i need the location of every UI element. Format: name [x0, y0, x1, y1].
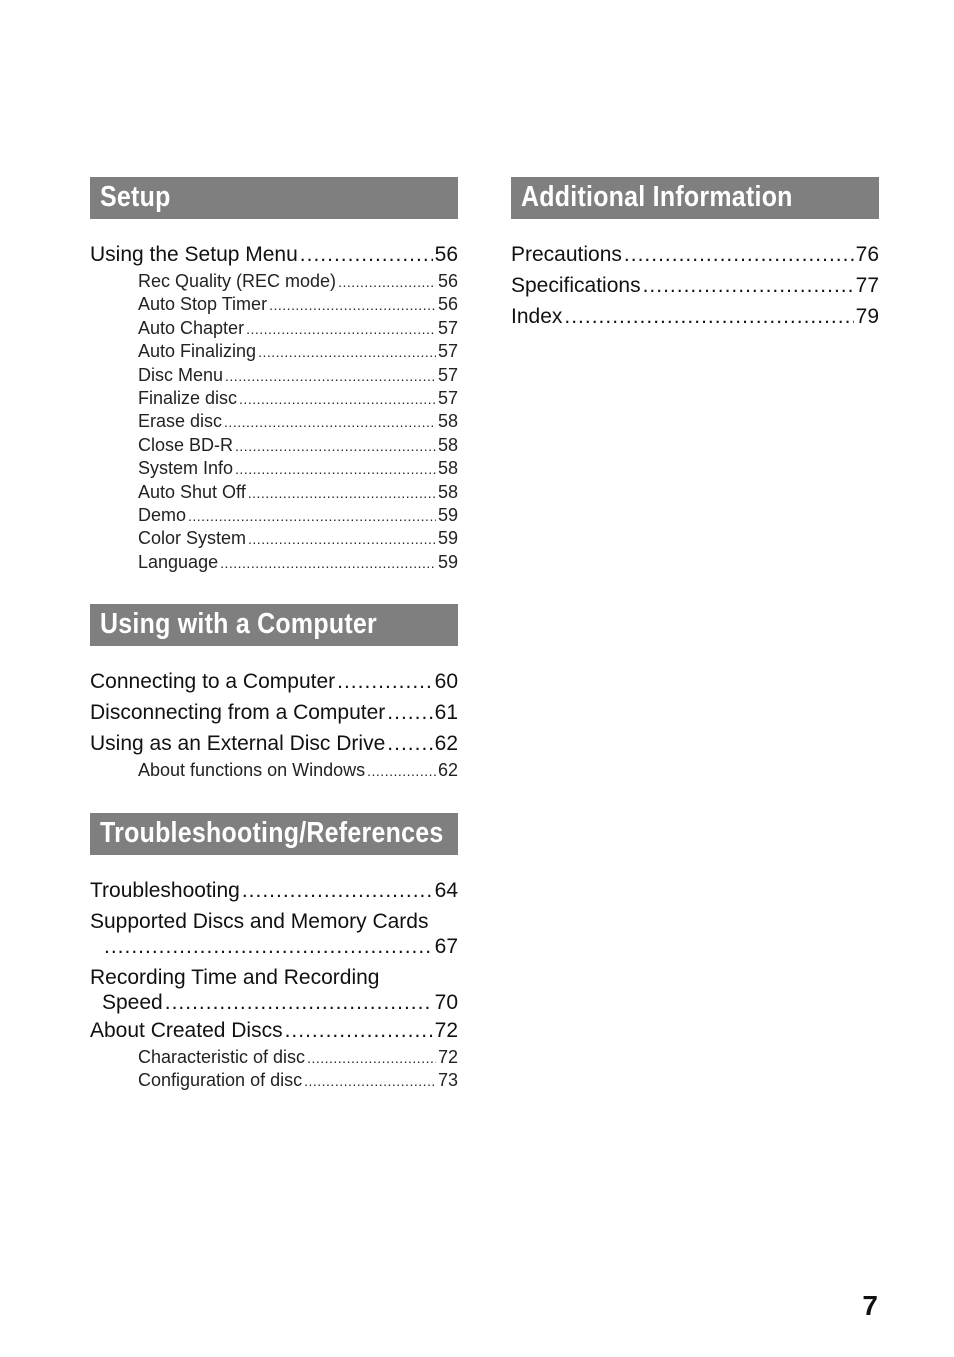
toc-entry[interactable] — [90, 728, 458, 759]
leader-dots — [188, 505, 436, 527]
toc-entry-page: 56 — [434, 243, 458, 266]
leader-dots — [225, 365, 436, 387]
toc-entry-page: 72 — [434, 1018, 458, 1042]
toc-subentry-page: 58 — [437, 411, 458, 432]
toc-subentry-page: 58 — [437, 434, 458, 455]
toc-subentry[interactable] — [138, 1069, 458, 1092]
toc-entry-wrapped[interactable] — [90, 965, 458, 1015]
computer-entries — [90, 666, 458, 782]
toc-entry-page: 76 — [855, 243, 879, 266]
toc-subentry-page: 57 — [437, 364, 458, 385]
toc-subentry-page: 56 — [437, 294, 458, 315]
toc-entry-label: Using as an External Disc Drive — [90, 732, 386, 756]
toc-subentry-page: 57 — [437, 341, 458, 362]
leader-dots — [258, 341, 436, 363]
leader-dots — [246, 318, 436, 340]
leader-dots — [235, 458, 436, 480]
toc-subentry-label: System Info — [138, 458, 234, 479]
toc-entry-label: Precautions — [511, 243, 622, 266]
toc-subentry-label: Rec Quality (REC mode) — [138, 271, 337, 291]
toc-entry-label: Disconnecting from a Computer — [90, 701, 386, 725]
toc-entry-label: Connecting to a Computer — [90, 670, 336, 694]
leader-dots — [307, 1047, 436, 1069]
toc-entry-page: 61 — [434, 701, 458, 725]
section-header-setup — [90, 177, 458, 219]
toc-subentry-label: Auto Stop Timer — [138, 294, 268, 315]
leader-dots — [367, 760, 436, 782]
leader-dots — [242, 875, 433, 906]
toc-subentry-label: Disc Menu — [138, 364, 224, 385]
leader-dots — [248, 528, 436, 550]
toc-subentry-label: Auto Shut Off — [138, 481, 246, 502]
section-title-additional: Additional Information — [521, 181, 793, 213]
leader-dots — [220, 552, 436, 574]
toc-entry-page: 79 — [855, 305, 879, 328]
leader-dots — [165, 990, 433, 1015]
toc-subentry-page: 59 — [437, 551, 458, 572]
toc-entry-page: 77 — [855, 274, 879, 297]
toc-entry-label: Index — [511, 305, 563, 328]
toc-entry-page: 60 — [434, 670, 458, 694]
toc-subentry-page: 59 — [437, 505, 458, 526]
toc-subentry[interactable] — [138, 340, 458, 363]
toc-subentry-label: Erase disc — [138, 411, 223, 432]
leader-dots — [248, 482, 436, 504]
toc-subentry[interactable] — [138, 481, 458, 504]
toc-subentry[interactable] — [138, 317, 458, 340]
toc-subentry-label: About functions on Windows — [138, 760, 366, 781]
toc-subentry[interactable] — [138, 293, 458, 316]
section-header-troubleshooting — [90, 813, 458, 855]
toc-entry-page: 70 — [434, 990, 458, 1014]
toc-subentry-page: 73 — [437, 1070, 458, 1091]
toc-subentry[interactable] — [138, 457, 458, 480]
toc-subentry[interactable] — [138, 410, 458, 433]
toc-subentry[interactable] — [138, 270, 458, 293]
leader-dots — [300, 239, 433, 270]
toc-subentry-label: Close BD-R — [138, 434, 234, 455]
toc-entry-page: 62 — [434, 732, 458, 756]
toc-entry[interactable] — [511, 270, 879, 301]
toc-subentry[interactable] — [138, 504, 458, 527]
toc-subentry[interactable] — [138, 364, 458, 387]
toc-entry-label: Specifications — [511, 274, 641, 297]
toc-subentry-label: Auto Finalizing — [138, 341, 257, 362]
toc-subentry-page: 58 — [437, 458, 458, 479]
toc-subentry-page: 57 — [437, 317, 458, 338]
toc-entry-page: 67 — [434, 934, 458, 958]
leader-dots — [304, 1070, 436, 1092]
section-header-computer — [90, 604, 458, 646]
toc-subentry-page: 72 — [437, 1046, 458, 1067]
toc-subentry-label: Characteristic of disc — [138, 1046, 306, 1067]
toc-subentry[interactable] — [138, 434, 458, 457]
leader-dots — [338, 271, 436, 293]
troubleshooting-entries — [90, 875, 458, 1093]
leader-dots — [285, 1015, 433, 1046]
toc-entry[interactable] — [90, 1015, 458, 1046]
setup-entries — [90, 239, 458, 574]
toc-entry-label: Using the Setup Menu — [90, 243, 298, 266]
section-title-troubleshooting: Troubleshooting/References — [100, 816, 444, 849]
section-title-setup: Setup — [100, 181, 171, 213]
toc-subentry-page: 56 — [437, 271, 458, 291]
toc-entry[interactable] — [511, 301, 879, 332]
section-title-computer: Using with a Computer — [100, 608, 378, 641]
section-header-additional — [511, 177, 879, 219]
leader-dots — [239, 388, 436, 410]
leader-dots — [224, 411, 436, 433]
toc-subentry-label: Language — [138, 551, 219, 572]
toc-subentry[interactable] — [138, 759, 458, 782]
left-column — [90, 177, 458, 1093]
toc-subentry-label: Auto Chapter — [138, 317, 245, 338]
toc-entry-continuation — [90, 990, 458, 1015]
toc-subentry-label: Finalize disc — [138, 388, 238, 409]
toc-subentry-page: 57 — [437, 388, 458, 409]
leader-dots — [643, 270, 854, 301]
toc-entry[interactable] — [90, 239, 458, 270]
toc-subentry-label: Demo — [138, 505, 187, 526]
toc-subentry-page: 58 — [437, 481, 458, 502]
toc-entry-label: Recording Time and Recording — [90, 965, 380, 989]
toc-entry-label: About Created Discs — [90, 1018, 283, 1042]
toc-entry[interactable] — [90, 875, 458, 906]
toc-subentry-label: Configuration of disc — [138, 1070, 303, 1091]
leader-dots — [564, 301, 853, 332]
toc-entry[interactable] — [90, 697, 458, 728]
leader-dots — [387, 728, 432, 759]
leader-dots — [387, 697, 432, 728]
toc-entry-label-continued: Speed — [102, 990, 163, 1014]
toc-entry-label: Supported Discs and Memory Cards — [90, 909, 429, 933]
toc-entry-wrapped[interactable] — [90, 909, 458, 959]
toc-subentry-label: Color System — [138, 528, 247, 549]
leader-dots — [624, 239, 854, 270]
leader-dots — [235, 435, 436, 457]
toc-entry-page: 64 — [434, 878, 458, 902]
toc-subentry[interactable] — [138, 551, 458, 574]
right-column — [511, 177, 879, 332]
toc-subentry-page: 59 — [437, 528, 458, 549]
leader-dots — [337, 666, 433, 697]
toc-subentry[interactable] — [138, 387, 458, 410]
leader-dots — [269, 294, 436, 316]
leader-dots — [104, 934, 433, 959]
toc-subentry[interactable] — [138, 1046, 458, 1069]
page-number: 7 — [862, 1290, 878, 1321]
toc-entry[interactable] — [90, 666, 458, 697]
toc-subentry-page: 62 — [437, 760, 458, 781]
toc-subentry[interactable] — [138, 527, 458, 550]
toc-entry-label: Troubleshooting — [90, 878, 240, 902]
toc-entry-continuation — [90, 934, 458, 959]
toc-entry[interactable] — [511, 239, 879, 270]
additional-entries — [511, 239, 879, 332]
